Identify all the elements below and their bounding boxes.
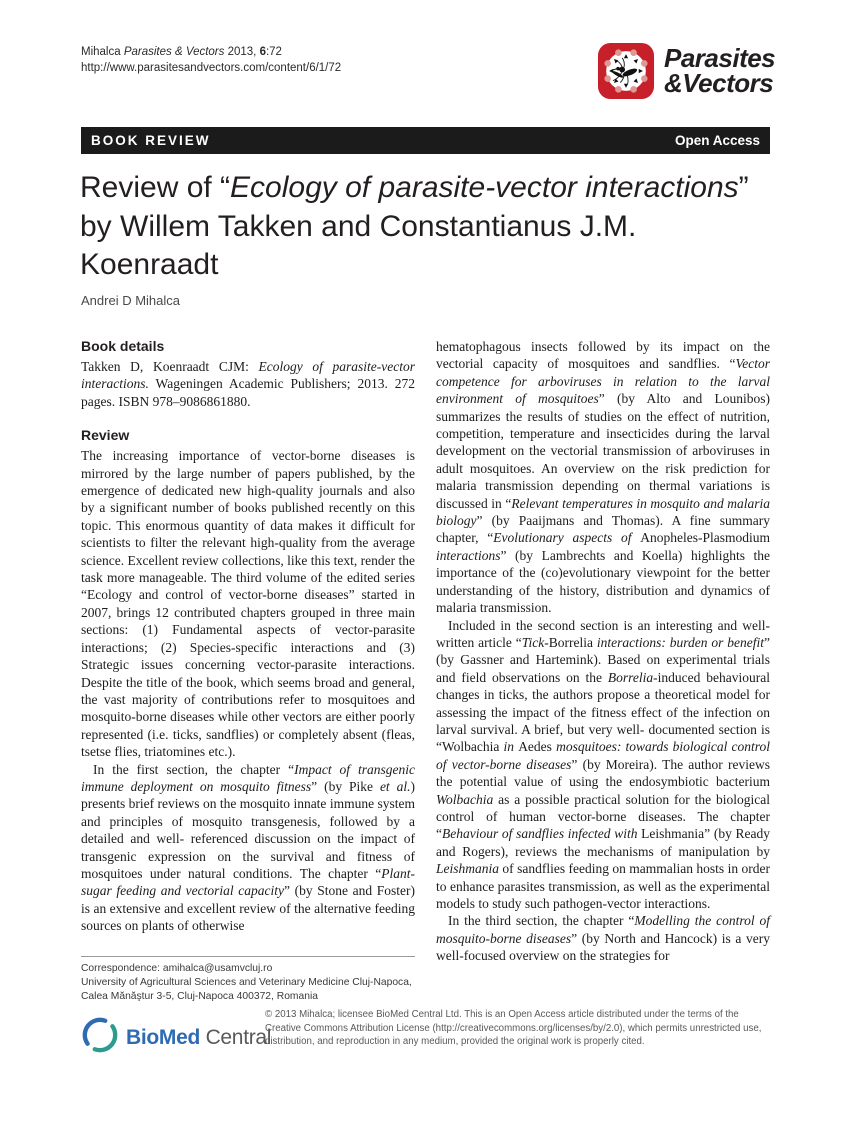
review-paragraph: In the third section, the chapter “Modelling the control of mosquito-borne diseases” (by North and Hancock) is a very well-focused overview on the strategies for [436, 913, 770, 964]
citation-block [81, 45, 341, 76]
correspondence-line: Correspondence: amihalca@usamvcluj.ro [81, 963, 273, 974]
review-paragraph: In the first section, the chapter “Impact of transgenic immune deployment on mosquito fitness” (by Pike et al.) presents brief reviews on the mosquito innate immune system and principles of mosquito transgenesis, followed by a detailed and well- referenced discussion on the impact of transgenic expression on the survival and fitness of mosquitoes under natural conditions. The chapter “Plant-sugar feeding and vectorial capacity” (by Stone and Foster) is an extensive and excellent review of the alternative feeding sources on plants of otherwise [81, 761, 416, 934]
right-column [436, 338, 770, 965]
correspondence-footnote [81, 956, 415, 1003]
book-details-text: Takken D, Koenraadt CJM: Ecology of parasite-vector interactions. Wageningen Academic Publishers; 2013. 272 pages. ISBN 978–9086861880. [81, 359, 415, 409]
publisher-name: BioMed Central [126, 1025, 272, 1049]
journal-logo [597, 42, 775, 100]
open-access-label: Open Access [674, 133, 760, 148]
article-url: http://www.parasitesandvectors.com/content/6/1/72 [81, 61, 342, 74]
citation-line: Mihalca Parasites & Vectors 2013, 6:72 [81, 46, 282, 58]
review-paragraph: The increasing importance of vector-borne diseases is mirrored by the large number of papers published, by the emergence of dedicated new high-quality journals and also by a significant number of books published recently on this topic. This enormous quantity of data makes it difficult for scientists to filter the relevant high-quality from the average science. Excellent review collections, like this text, render the task more manageable. The third volume of the edited series “Ecology and control of vector-borne diseases” started in 2007, brings 12 contributed chapters grouped in three main sections: (1) Fundamental aspects of vector-parasite interactions; (2) Species-specific interactions and (3) Strategic issues concerning vector-parasite interactions. Despite the title of the book, which seems broad and general, the vast majority of contributions refer to mosquitoes and mosquito-borne diseases while other vectors are either poorly represented (i.e. ticks, sandflies) or completely absent (fleas, tsetse flies, triatomines etc.). [81, 448, 415, 760]
affiliation-line: Calea Mănăştur 3-5, Cluj-Napoca 400372, Romania [81, 990, 318, 1002]
biomed-central-logo [81, 1008, 272, 1059]
review-heading: Review [81, 427, 130, 444]
double-arc-circle-icon [81, 1016, 119, 1059]
author-name: Andrei D Mihalca [81, 293, 180, 308]
article-title: Review of “Ecology of parasite-vector interactions” by Willem Takken and Constantianus J.M. Koenraadt [80, 171, 749, 281]
review-paragraph: Included in the second section is an interesting and well-written article “Tick-Borrelia interactions: burden or benefit” (by Gassner and Hartemink). Based on experimental trials and field observations on the Borrelia-induced behavioural changes in ticks, the authors propose a theoretical model for assessing the impact of the fitness effect of the infection on larval survival. A brief, but very well- documented section is “Wolbachia in Aedes mosquitoes: towards biological control of vector-borne diseases” (by Moreira). The author reviews the potential value of using the endosymbiotic bacterium Wolbachia as a possible practical solution for the biological control of human vector-borne diseases. The chapter “Behaviour of sandflies infected with Leishmania” (by Ready and Rogers), reviews the mechanisms of manipulation by Leishmania of sandflies feeding on mammalian hosts in order to enhance parasites transmission, as well as the experimental models to study such pathogen-vector interactions. [436, 617, 770, 911]
journal-wordmark: Parasites &Vectors [664, 43, 776, 98]
article-type-banner [81, 127, 770, 154]
mosquito-clock-icon [597, 42, 655, 100]
article-type-label: BOOK REVIEW [91, 133, 211, 148]
affiliation-line: University of Agricultural Sciences and Veterinary Medicine Cluj-Napoca, [81, 976, 412, 988]
left-column [81, 338, 415, 935]
footer [81, 1008, 770, 1059]
license-statement: © 2013 Mihalca; licensee BioMed Central Ltd. This is an Open Access article distributed under the terms of the Creative Commons Attribution License (http://creativecommons.org/licenses/by/2.0), which permits unrestricted use, distribution, and reproduction in any medium, provided the original work is properly cited. [265, 1009, 762, 1048]
review-paragraph: hematophagous insects followed by its impact on the vectorial capacity of mosquitoes and sandflies. “Vector competence for arboviruses in relation to the larval environment of mosquitoes” (by Alto and Lounibos) summarizes the results of studies on the effect of nutrition, competition, temperature and insecticides during the larval development on the vectorial transmission of arboviruses in adult mosquitoes. An overview on the risk prediction for malaria transmission depending on thermal variations is discussed in “Relevant temperatures in mosquito and malaria biology” (by Paaijmans and Thomas). A fine summary chapter, “Evolutionary aspects of Anopheles-Plasmodium interactions” (by Lambrechts and Koella) highlights the importance of the (co)evolutionary viewpoint for the better understanding of the history, distribution and dynamics of malaria transmission. [436, 339, 771, 616]
book-details-heading: Book details [81, 338, 165, 354]
